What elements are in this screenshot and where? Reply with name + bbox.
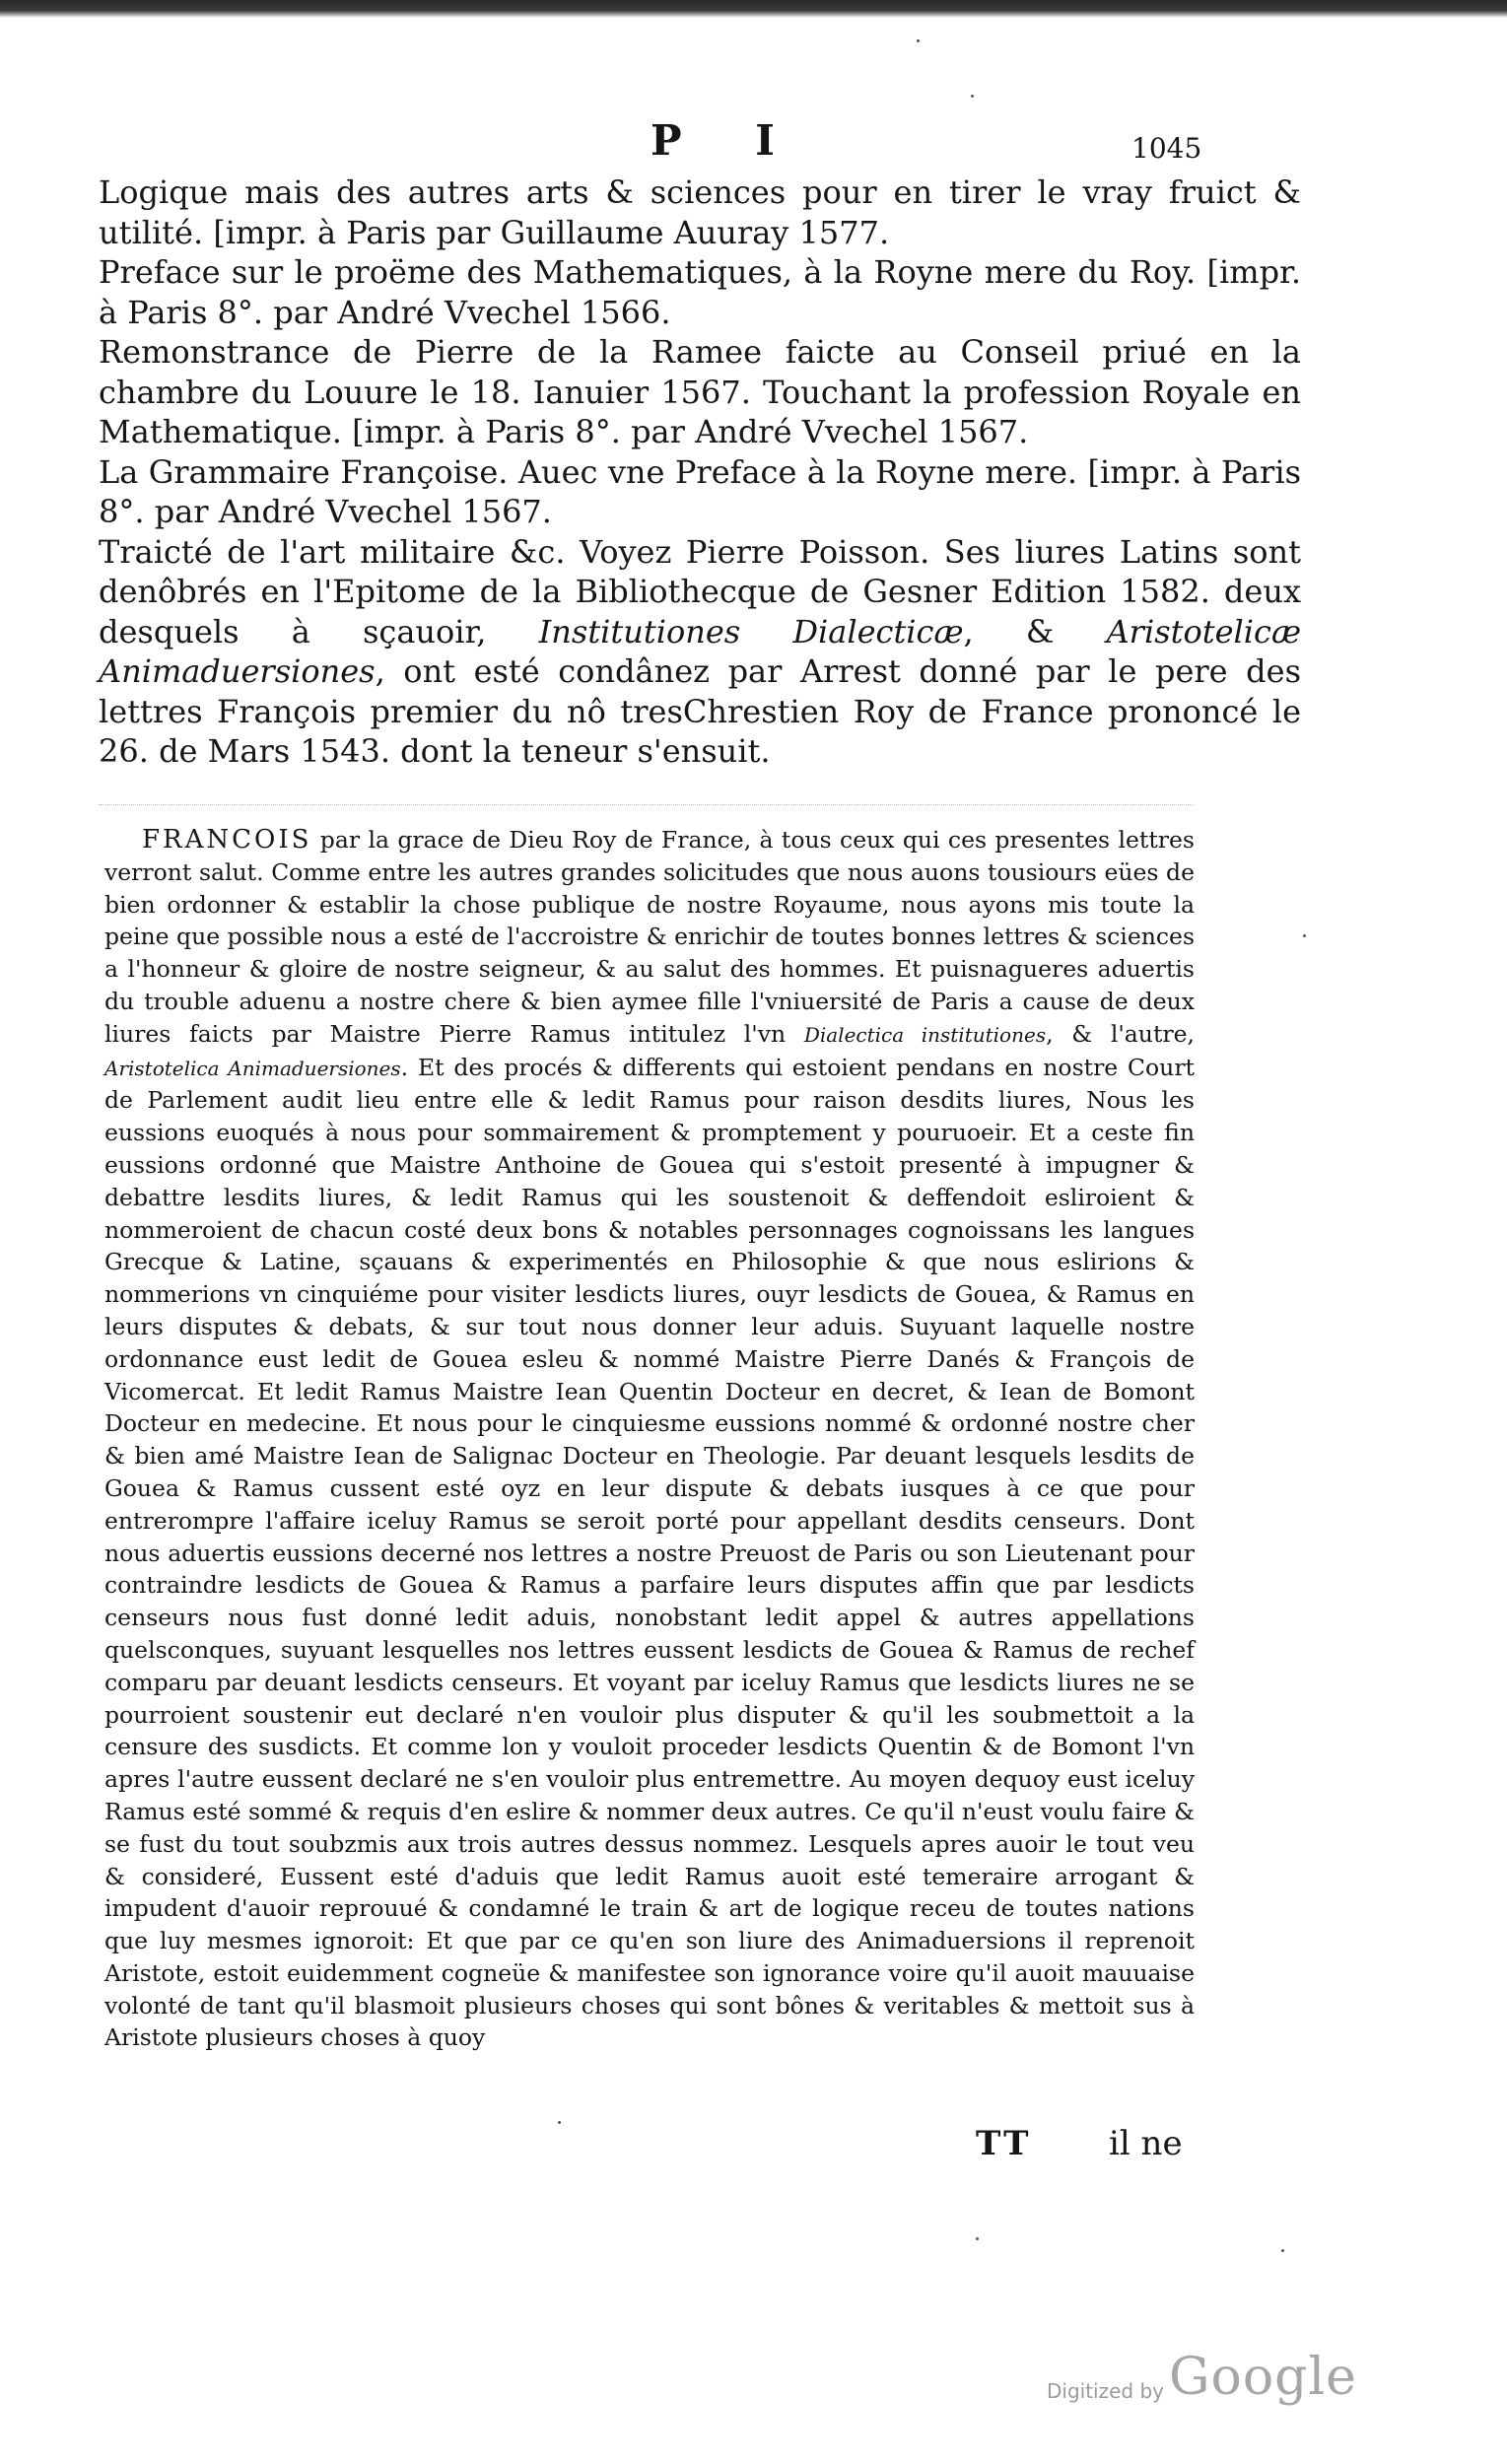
catchword: il ne [1109,2124,1183,2163]
digitized-by-label: Digitized by [1047,2379,1164,2403]
decree-text-part2: , & l'autre, [1046,1019,1195,1048]
entry-title-institutiones: Institutiones Dialecticæ [538,612,964,650]
scan-speck [558,2121,561,2124]
decree-title-aristotelica: Aristotelica Animaduersiones [104,1056,401,1080]
scan-speck [917,39,920,42]
entry-remonstrance: Remonstrance de Pierre de la Ramee faicte au Conseil priué en la chambre du Louure le 18. Ianuier 1567. Touchant la profession Royale en Mathematique. [impr. à Paris 8°. par André Vvechel 1567. [99,333,1301,450]
decree-text-part3: . Et des procés & differents qui estoient pendans en nostre Court de Parlement audit lieu entre elle & ledit Ramus pour raison desdits liures, Nous les eussions euoqués à nous pour sommairement & promptement y pouruoeir. Et a ceste fin eussions ordonné que Maistre Anthoine de Gouea qui s'estoit presenté à impugner & debattre lesdits liures, & ledit Ramus qui les soustenoit & deffendoit esliroient & nommeroient de chacun costé deux bons & notables personnages cognoissans les langues Grecque & Latine, sçauans & experimentés en Philosophie & que nous eslirions & nommerions vn cinquiéme pour visiter lesdicts liures, ouyr lesdicts de Gouea, & Ramus en leurs disputes & debats, & sur tout nous donner leur aduis. Suyuant laquelle nostre ordonnance eust ledit de Gouea esleu & nommé Maistre Pierre Danés & François de Vicomercat. Et ledit Ramus Maistre Iean Quentin Docteur en decret, & Iean de Bomont Docteur en medecine. Et nous pour le cinquiesme eussions nommé & ordonné nostre cher & bien amé Maistre Iean de Salignac Docteur en Theologie. Par deuant lesquels lesdits de Gouea & Ramus cussent esté oyz en leur dispute & debats iusques à ce que pour entrerompre l'affaire iceluy Ramus se seroit porté pour appellant desdits censeurs. Dont nous aduertis eussions decerné nos lettres a nostre Preuost de Paris ou son Lieutenant pour contraindre lesdicts de Gouea & Ramus a parfaire leurs disputes affin que par lesdicts censeurs nous fust donné ledit aduis, nonobstant ledit appel & autres appellations quelsconques, suyuant lesquelles nos lettres eussent lesdicts de Gouea & Ramus de rechef comparu par deuant lesdicts censeurs. Et voyant par iceluy Ramus que lesdicts liures ne se pourroient soustenir eut declaré n'en vouloir plus disputer & qu'il les soubmettoit a la censure des susdicts. Et comme lon y vouloit proceder lesdicts Quentin & de Bomont l'vn apres l'autre eussent declaré ne s'en vouloir plus entremettre. Au moyen dequoy eust iceluy Ramus esté sommé & requis d'en eslire & nommer deux autres. Ce qu'il n'eust voulu faire & se fust du tout soubzmis aux trois autres dessus nommez. Lesquels apres auoir le tout veu & consideré, Eussent esté d'aduis que ledit Ramus auoit esté temeraire arrogant & impudent d'auoir reprouué & condamné le train & art de logique receu de toutes nations que luy mesmes ignoroit: Et que par ce qu'en son liure des Animaduersions il reprenoit Aristote, estoit euidemment cogneüe & manifestee son ignorance voire qu'il auoit mauuaise volonté de tant qu'il blasmoit plusieurs choses qui sont bônes & veritables & mettoit sus à Aristote plusieurs choses à quoy [104,1053,1195,2052]
scan-speck [971,95,974,98]
scan-top-edge [0,0,1507,18]
decree-title-dialectica: Dialectica institutiones [803,1022,1047,1047]
scan-speck [1303,934,1306,937]
running-head-letters: P I [651,116,804,165]
digitized-watermark [1047,2344,1372,2413]
page-number: 1045 [1131,132,1202,165]
entry-logique: Logique mais des autres arts & sciences pour en tirer le vray fruict & utilité. [impr. à Paris par Guillaume Auuray 1577. [99,173,1301,251]
google-logo: Google [1169,2348,1357,2407]
entry-grammaire: La Grammaire Françoise. Auec vne Preface à la Royne mere. [impr. à Paris 8°. par André Vvechel 1567. [99,452,1301,530]
decree-paragraph [104,824,1195,2054]
section-divider [99,804,1193,805]
page-footer-marks [0,2124,1507,2167]
decree-text-part1: par la grace de Dieu Roy de France, à tous ceux qui ces presentes lettres verront salut. Comme entre les autres grandes solicitudes que nous auons tousiours eües de bien ordonner & establir la chose publique de nostre Royaume, nous ayons mis toute la peine que possible nous a esté de l'accroistre & enrichir de toutes bonnes lettres & sciences a l'honneur & gloire de nostre seigneur, & au salut des hommes. Et puisnagueres aduertis du trouble aduenu a nostre chere & bien aymee fille l'vniuersité de Paris a cause de deux liures faicts par Maistre Pierre Ramus intitulez l'vn [104,826,1195,1048]
royal-decree [104,824,1195,2054]
bibliography-entries [99,172,1301,772]
scan-speck [1281,2249,1284,2252]
signature-mark: TT [976,2124,1033,2163]
decree-opening-word: FRANCOIS [142,825,312,855]
entry-art-militaire [99,532,1301,772]
scan-speck [976,2237,979,2240]
running-head [0,116,1507,166]
entry-preface-mathematiques: Preface sur le proëme des Mathematiques, à la Royne mere du Roy. [impr. à Paris 8°. par André Vvechel 1566. [99,253,1301,331]
entry-art-militaire-conj: , & [963,612,1107,650]
entry-title-animaduersiones: Aristotelicæ Animaduersiones [99,612,1302,690]
entry-art-militaire-tail: , ont esté condânez par Arrest donné par le pere des lettres François premier du nô tresChrestien Roy de France prononcé le 26. de Mars 1543. dont la teneur s'ensuit. [99,652,1301,770]
entry-art-militaire-text: Traicté de l'art militaire &c. Voyez Pierre Poisson. Ses liures Latins sont denôbrés en l'Epitome de la Bibliothecque de Gesner Edition 1582. deux desquels à sçauoir, [99,532,1301,650]
